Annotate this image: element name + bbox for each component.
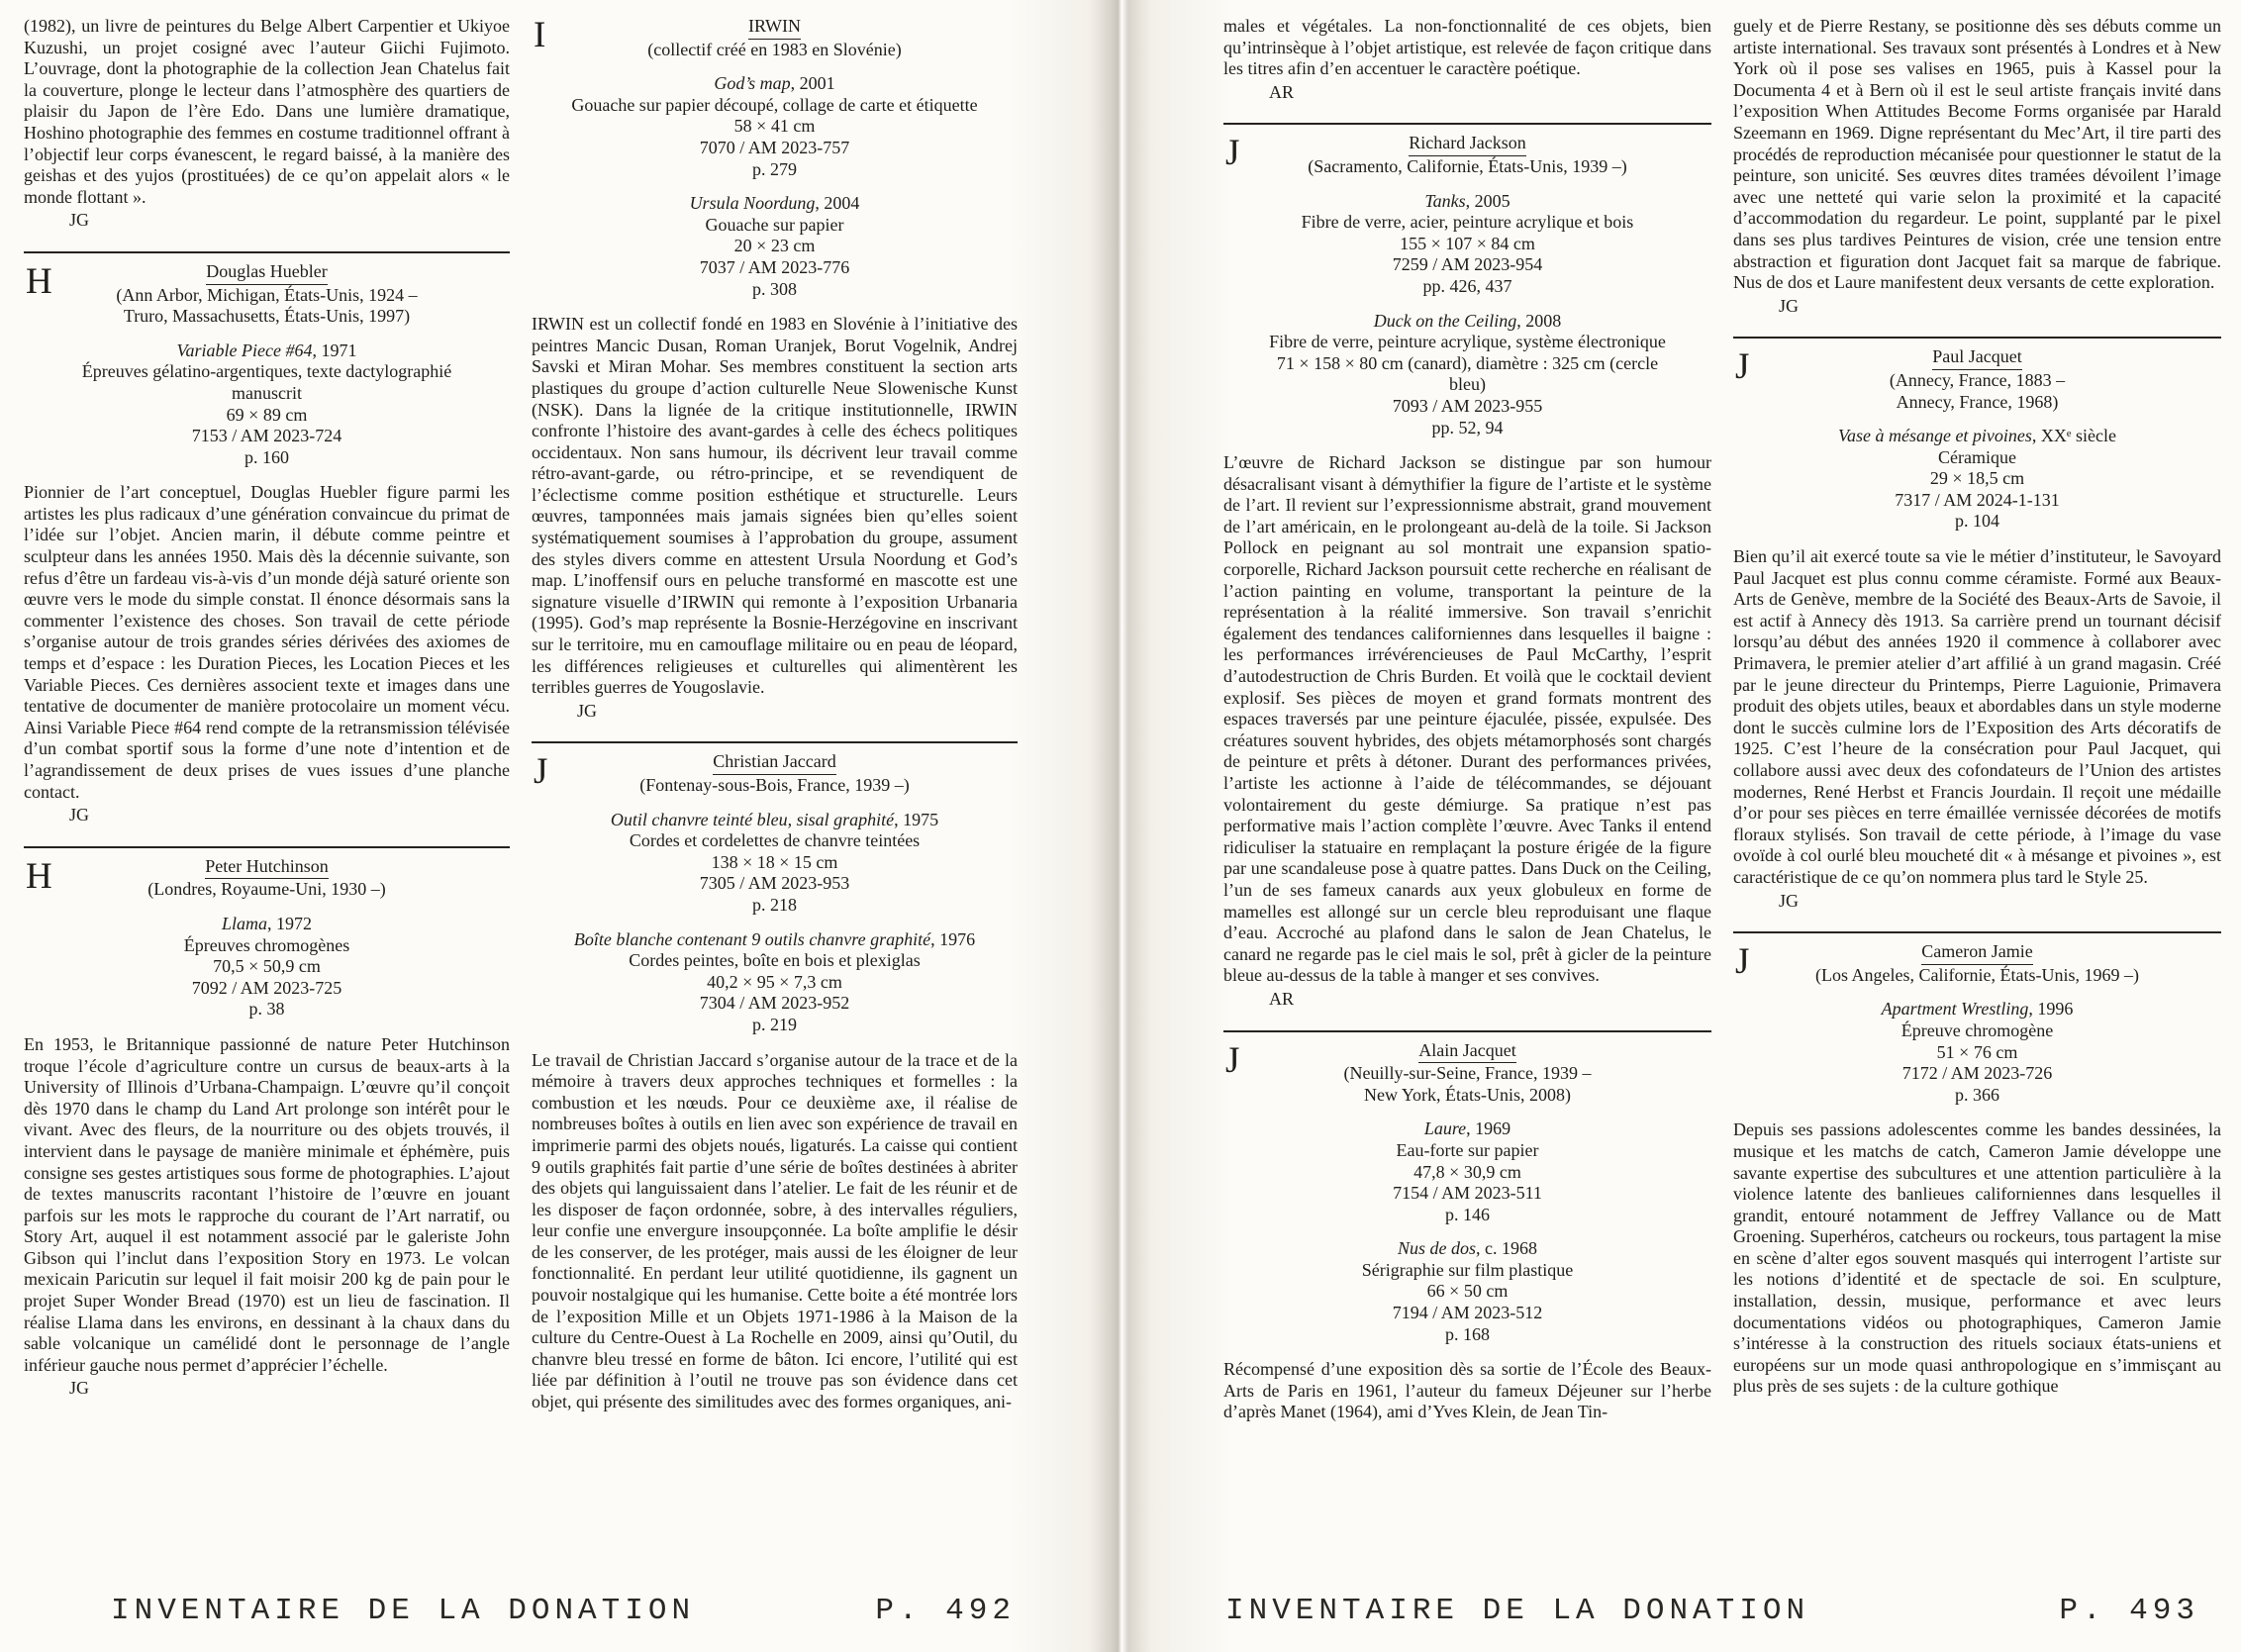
- essay-text: En 1953, le Britannique passionné de nature Peter Hutchinson troque l’école d’agriculture contre un cursus de beaux-arts à la University of Illinois d’Urbana-Champaign. L’œuvre qu’il conçoit dès 1970 dans le champ du Land Art prolonge son intérêt pour le vivant. Avec des fleurs, de la nourriture ou des objets trouvés, il intervient dans le paysage de manière minimale et éphémère, puis consigne ses gestes artistiques sous forme de photographies. L’ajout de textes manuscrits racontant l’histoire de l’œuvre en jouant parfois sur les mots le rapproche du courant de l’Art narratif, ou Story Art, auquel il est notamment associé par le galeriste John Gibson qui l’inclut dans l’exposition Story en 1973. Le volcan mexicain Paricutin sur lequel il fait moisir 200 kg de pain pour le projet Super Wonder Bread (1970) est un lieu de fascination. Il réalise Llama dans les environs, en dessinant à la chaux dans du sable volcanique un camélidé dont le personnage de l’angle inférieur gauche nous permet d’apprécier l’échelle.: [24, 1033, 510, 1375]
- artwork-listing: [532, 810, 1018, 917]
- artwork-listing: [532, 73, 1018, 180]
- entry-header: [532, 16, 1018, 60]
- artist-dates: (Fontenay-sous-Bois, France, 1939 –): [639, 775, 910, 795]
- artwork-page-ref: p. 38: [248, 999, 285, 1020]
- artwork-page-ref: p. 104: [1955, 511, 1999, 532]
- artist-dates: (Neuilly-sur-Seine, France, 1939 –: [1343, 1063, 1592, 1084]
- artwork-listing: [1733, 999, 2221, 1106]
- artwork-dimensions: 155 × 107 × 84 cm: [1400, 233, 1535, 253]
- artwork-listing: [24, 914, 510, 1020]
- section-rule: [532, 741, 1018, 743]
- artwork-title: Laure: [1423, 1118, 1467, 1139]
- artist-dates: (Londres, Royaume-Uni, 1930 –): [147, 879, 386, 900]
- section-letter: H: [26, 260, 52, 302]
- artwork-page-ref: pp. 426, 437: [1422, 275, 1512, 296]
- author-initials: AR: [1269, 988, 1295, 1009]
- author-initials: JG: [69, 805, 90, 826]
- artwork-listing: [1733, 426, 2221, 533]
- artwork-year: , 2005: [1465, 190, 1510, 211]
- artwork-year: , 1969: [1466, 1118, 1511, 1139]
- artist-name: Richard Jackson: [1409, 133, 1525, 156]
- artist-name: IRWIN: [748, 16, 801, 40]
- entry-richard-jackson: [1223, 123, 1711, 1010]
- artwork-listing: [24, 340, 510, 469]
- author-initials: JG: [577, 700, 598, 721]
- artwork-inventory-number: 7304 / AM 2023-952: [699, 993, 850, 1014]
- entry-header: [1733, 941, 2221, 986]
- artwork-title-line: [1259, 1238, 1676, 1260]
- artwork-page-ref: p. 308: [752, 278, 797, 299]
- artist-dates: Annecy, France, 1968): [1896, 391, 2059, 412]
- artwork-title: Nus de dos: [1397, 1238, 1476, 1259]
- artist-name: Douglas Huebler: [206, 261, 327, 285]
- author-initials: JG: [1779, 890, 1800, 911]
- artist-name: Peter Hutchinson: [205, 856, 328, 880]
- artwork-medium: Fibre de verre, peinture acrylique, système électronique: [1269, 332, 1666, 352]
- section-rule: [1223, 123, 1711, 125]
- essay-text: L’œuvre de Richard Jackson se distingue par son humour désacralisant visant à démythifier la figure de l’artiste et le système de l’art. Il revient sur l’expressionnisme abstrait, grand mouvement de l’art américain, en le prolongeant au-delà de la toile. Si Jackson Pollock en peignant au sol montrait une expansion spatio-corporelle, Richard Jackson poursuit cette recherche en réalisant de l’action painting en volume, transportant la peinture de la représentation à la réalité immersive. Son travail s’enrichit également des tendances californiennes dans lesquelles il baigne : les performances irrévérencieuses de Paul McCarthy, l’esprit d’autodestruction de Chris Burden. Et voilà que le cocktail devient explosif. Ses pièces de moyen et grand formats montrent des espaces traversés par une peinture éjaculée, pissée, expulsée. Des créatures souvent hybrides, des objets métamorphosés sont chargés de peinture et prêts à détoner. Durant des performances privées, l’artiste les actionne à l’aide de télécommandes, se déjouant volontairement du geste démiurge. Sa pratique n’est pas performative mais l’action complète l’œuvre. Avec Tanks il entend ridiculiser la statuaire en remplaçant la posture érigée de la figure par une scandaleuse pose à quatre pattes. Dans Duck on the Ceiling, l’un de ses fameux canards aux yeux globuleux en forme de mamelles est allongé sur un cercle bleu reproduisant une flaque d’eau. Accroché au plafond dans le salon de Jean Chatelus, le canard ne regarde pas le ciel mais le sol, prêt à gicler de la peinture bleue au-dessus de la table à manger et ses convives.: [1223, 452, 1711, 986]
- artwork-dimensions: 71 × 158 × 80 cm (canard), diamètre : 325 cm (cercle bleu): [1276, 352, 1659, 395]
- artwork-medium: Gouache sur papier: [705, 214, 844, 235]
- artwork-title: Tanks: [1424, 190, 1466, 211]
- artwork-title: Variable Piece #64: [176, 340, 313, 360]
- artwork-year: , XXᵉ siècle: [2031, 426, 2117, 446]
- section-letter: H: [26, 855, 52, 897]
- essay-text: Bien qu’il ait exercé toute sa vie le métier d’instituteur, le Savoyard Paul Jacquet est plus connu comme céramiste. Formé aux Beaux-Arts de Genève, membre de la Société des Beaux-Arts de Savoie, il est actif à Annecy dès 1913. Sa carrière prend un tournant décisif lorsqu’au début des années 1920 il commence à collaborer avec Primavera, le premier atelier d’art affilié à un grand magasin. Créé par le jeune directeur du Printemps, Pierre Laguionie, Primavera produit des objets utiles, beaux et abordables dans un style moderne dont le succès culmine lors de l’Exposition des Arts décoratifs de 1925. C’est l’heure de la consécration pour Paul Jacquet, qui collabore aussi avec deux des cofondateurs de l’Union des artistes modernes, René Herbst et Francis Jourdain. Il reçoit une médaille d’or pour ses pièces en terre émaillée vernissée décorées de motifs floraux stylisés. Son travail de cette période, à l’image du vase ovoïde à col ourlé bleu moucheté dit « à mésange et pivoines », est caractéristique de ce qu’on nommera plus tard le Style 25.: [1733, 546, 2221, 887]
- section-letter: J: [1225, 133, 1240, 174]
- artwork-title: Llama: [221, 913, 267, 933]
- artwork-listing: [1223, 311, 1711, 439]
- artwork-year: , 2004: [815, 193, 860, 214]
- artwork-year: , 1976: [930, 928, 976, 949]
- artist-dates: (Annecy, France, 1883 –: [1889, 369, 2066, 390]
- artwork-title: Boîte blanche contenant 9 outils chanvre graphité: [573, 928, 931, 949]
- artwork-medium: Épreuves gélatino-argentiques, texte dactylographié manuscrit: [81, 361, 452, 403]
- artwork-dimensions: 58 × 41 cm: [733, 116, 816, 137]
- artist-dates: (Ann Arbor, Michigan, États-Unis, 1924 –: [116, 284, 418, 305]
- author-initials: JG: [1779, 295, 1800, 316]
- artwork-medium: Cordes peintes, boîte en bois et plexiglas: [629, 950, 921, 971]
- artwork-inventory-number: 7259 / AM 2023-954: [1392, 254, 1543, 275]
- artwork-dimensions: 66 × 50 cm: [1426, 1281, 1509, 1302]
- entry-douglas-huebler: [24, 251, 510, 826]
- artist-name: Cameron Jamie: [1921, 941, 2032, 965]
- page-left: [0, 0, 1120, 1652]
- artwork-medium: Sérigraphie sur film plastique: [1361, 1259, 1574, 1280]
- artist-name: Christian Jaccard: [713, 751, 835, 775]
- artwork-medium: Fibre de verre, acier, peinture acrylique et bois: [1301, 212, 1634, 233]
- artwork-title-line: [567, 73, 982, 95]
- page-number: P. 492: [875, 1594, 1016, 1628]
- artwork-title-line: [59, 340, 474, 362]
- artist-name: Paul Jacquet: [1932, 346, 2021, 370]
- continuation-paragraph: (1982), un livre de peintures du Belge Albert Carpentier et Ukiyoe Kuzushi, un projet cosigné avec l’auteur Giichi Fujimoto. L’ouvrage, dont la photographie de la collection Jean Chatelus fait la couverture, plonge le lecteur dans l’atmosphère des quartiers de plaisir du Japon de l’ère Edo. Dans une lumière dramatique, Hoshino photographie des femmes en costume traditionnel offrant à l’objectif leur corps évanescent, le regard baissé, à la manière des geishas et des yujos (prostituées) de ce qu’on appelait alors « le monde flottant ».: [24, 16, 510, 207]
- artwork-title-line: [1259, 1118, 1676, 1140]
- footer-title: INVENTAIRE DE LA DONATION: [1225, 1594, 1810, 1628]
- entry-header: [1223, 1040, 1711, 1107]
- artwork-listing: [532, 929, 1018, 1036]
- artwork-medium: Épreuves chromogènes: [183, 934, 350, 955]
- artwork-inventory-number: 7153 / AM 2023-724: [191, 426, 342, 446]
- artwork-year: , 2001: [790, 73, 835, 94]
- artwork-listing: [532, 193, 1018, 300]
- running-footer-right: [1225, 1594, 2199, 1628]
- artwork-page-ref: p. 219: [752, 1014, 797, 1034]
- artwork-inventory-number: 7305 / AM 2023-953: [699, 873, 850, 894]
- column-left-2: [532, 16, 1018, 1566]
- section-rule: [1223, 1030, 1711, 1032]
- author-initials: JG: [69, 1378, 90, 1399]
- entry-irwin: [532, 16, 1018, 722]
- essay-text: IRWIN est un collectif fondé en 1983 en Slovénie à l’initiative des peintres Mancic Dusan, Roman Uranjek, Borut Vogelnik, Andrej Savski et Miran Mohar. Ses membres constituent la section arts plastiques du groupe d’action culturelle Neue Slowenische Kunst (NSK). Dans la lignée de la critique institutionnelle, IRWIN confronte l’histoire des avant-gardes à celle des échecs politiques occidentaux. Non sans humour, ils décrivent leur travail comme rétro-avant-garde, ou rétro-principe, et se revendiquent de l’éclectisme comme position esthétique et structurelle. Leurs œuvres, tamponnées mais jamais signées bien qu’elles soient systématiquement soumises à l’approbation du groupe, assument des styles divers comme en attestent Ursula Noordung et God’s map. L’inoffensif ours en peluche transformé en mascotte est une signature visuelle d’IRWIN qui remonte à l’exposition Urbanaria (1995). God’s map représente la Bosnie-Herzégovine en inscrivant sur le territoire, mu en camouflage militaire ou en peau de léopard, les différences religieuses et culturelles qui alimentèrent les terribles guerres de Yougoslavie.: [532, 314, 1018, 698]
- artwork-year: , 2008: [1516, 310, 1562, 331]
- artwork-dimensions: 40,2 × 95 × 7,3 cm: [707, 971, 842, 992]
- section-rule: [24, 251, 510, 253]
- artwork-dimensions: 70,5 × 50,9 cm: [213, 956, 321, 977]
- artist-dates: Truro, Massachusetts, États-Unis, 1997): [123, 306, 411, 327]
- artwork-dimensions: 20 × 23 cm: [733, 236, 816, 256]
- artwork-title-line: [567, 929, 982, 951]
- essay-text: Le travail de Christian Jaccard s’organise autour de la trace et de la mémoire à travers deux approches techniques et formelles : la combustion et les nœuds. Pour ce deuxième axe, il réalise de nombreuses boîtes à outils en lien avec son expérience de travail en imprimerie parmi des objets noués, ligaturés. La caisse qui contient 9 outils graphités fait partie d’une série de boîtes destinées à abriter des objets qui languissaient dans l’atelier. Le fait de les réunir et de les disposer de façon ordonnée, sobre, à des intervalles réguliers, leur confie une envergure insoupçonnée. La boîte amplifie le désir de les conserver, de les protéger, mais aussi de les éloigner de leur fonctionnalité. En perdant leur utilité quotidienne, ils gagnent un pouvoir nostalgique qui les humanise. Cette boite a été montrée lors de l’exposition Mille et un Objets 1971-1986 à la Maison de la culture du Centre-Ouest à La Rochelle en 2009, ainsi qu’Outil, du chanvre bleu tressé en forme de bâton. Ici encore, l’utilité qui est liée par définition à l’outil ne trouve pas son évidence dans cet objet, qui présente des similitudes avec des formes organiques, ani-: [532, 1049, 1018, 1412]
- section-rule: [1733, 931, 2221, 933]
- artwork-title-line: [567, 193, 982, 215]
- entry-peter-hutchinson: [24, 846, 510, 1400]
- artwork-page-ref: pp. 52, 94: [1431, 417, 1504, 437]
- section-letter: J: [1735, 941, 1750, 983]
- entry-header: [1733, 346, 2221, 413]
- artwork-page-ref: p. 160: [244, 446, 289, 467]
- entry-header: [532, 751, 1018, 796]
- artwork-title-line: [1259, 191, 1676, 213]
- footer-title: INVENTAIRE DE LA DONATION: [111, 1594, 696, 1628]
- artwork-inventory-number: 7070 / AM 2023-757: [699, 137, 850, 157]
- essay-text: Récompensé d’une exposition dès sa sortie de l’École des Beaux-Arts de Paris en 1961, l’auteur du fameux Déjeuner sur l’herbe d’après Manet (1964), ami d’Yves Klein, de Jean Tin-: [1223, 1359, 1711, 1422]
- continuation-paragraph: males et végétales. La non-fonctionnalité de ces objets, bien qu’intrinsèque à l’objet artistique, est relevée de façon critique dans les titres afin d’en accentuer le caractère poétique.: [1223, 16, 1711, 79]
- essay-text: Pionnier de l’art conceptuel, Douglas Huebler figure parmi les artistes les plus radicaux d’une génération convaincue du primat de l’idée sur l’objet. Ancien marin, il débute comme peintre et sculpteur dans les années 1950. Mais dès la décennie suivante, son refus d’être un fardeau vis-à-vis d’un monde déjà saturé oriente son œuvre vers le mode du simple constat. Il énonce désormais sans la commenter l’existence des choses. Son travail de cette période s’organise autour de trois grandes séries dérivées des axiomes de temps et d’espace : les Duration Pieces, les Location Pieces et les Variable Pieces. Ces dernières associent texte et images dans une tentative de documenter de manière protocolaire un moment vécu. Ainsi Variable Piece #64 rend compte de la retransmission télévisée d’un combat sportif sous la forme d’une note d’intention et de l’agrandissement de deux prises de vues issues d’une planche contact.: [24, 482, 510, 802]
- essay-text: Depuis ses passions adolescentes comme les bandes dessinées, la musique et les matchs de catch, Cameron Jamie développe une savante expertise des subcultures et une attention particulière à la violence latente des banlieues californiennes dans lesquelles il grandit, entouré notamment de Jeffrey Vallance ou de Matt Groening. Superhéros, catcheurs ou rockeurs, tous partagent la mise en scène d’alter egos souvent masqués qui interrogent l’artiste sur les notions d’identité et de spectacle de soi. En sculpture, installation, dessin, musique, performance et avec leurs documentations vidéos ou photographiques, Cameron Jamie s’intéresse à la construction des rituels sociaux états-uniens et européens sur un mode quasi anthropologique en s’immisçant au plus près de ses sujets : de la culture gothique: [1733, 1119, 2221, 1397]
- artist-dates: (collectif créé en 1983 en Slovénie): [647, 39, 902, 59]
- artwork-inventory-number: 7092 / AM 2023-725: [191, 977, 342, 998]
- running-footer-left: [111, 1594, 1016, 1628]
- artwork-year: , c. 1968: [1476, 1238, 1537, 1259]
- artwork-page-ref: p. 279: [752, 158, 797, 179]
- artwork-medium: Céramique: [1938, 446, 2016, 467]
- artwork-listing: [1223, 191, 1711, 298]
- artwork-inventory-number: 7317 / AM 2024-1-131: [1895, 489, 2060, 510]
- section-letter: J: [1735, 346, 1750, 388]
- artwork-dimensions: 51 × 76 cm: [1936, 1041, 2018, 1062]
- artwork-dimensions: 47,8 × 30,9 cm: [1413, 1161, 1521, 1182]
- section-rule: [24, 846, 510, 848]
- artwork-title-line: [59, 914, 474, 935]
- artwork-page-ref: p. 168: [1445, 1323, 1490, 1344]
- artwork-title: Ursula Noordung: [689, 193, 816, 214]
- page-left-columns: [24, 16, 1018, 1566]
- entry-alain-jacquet: [1223, 1030, 1711, 1424]
- entry-cameron-jamie: [1733, 931, 2221, 1398]
- section-letter: J: [534, 751, 548, 793]
- artist-name: Alain Jacquet: [1418, 1040, 1515, 1064]
- artwork-year: , 1971: [312, 340, 357, 360]
- artwork-title-line: [1259, 311, 1676, 333]
- artwork-title-line: [567, 810, 982, 831]
- entry-header: [1223, 133, 1711, 177]
- artwork-inventory-number: 7154 / AM 2023-511: [1393, 1183, 1542, 1204]
- author-initials: AR: [1269, 81, 1295, 102]
- section-rule: [1733, 337, 2221, 339]
- artwork-title: Duck on the Ceiling: [1373, 310, 1517, 331]
- artwork-medium: Gouache sur papier découpé, collage de carte et étiquette: [571, 94, 978, 115]
- artwork-inventory-number: 7037 / AM 2023-776: [699, 256, 850, 277]
- artwork-medium: Cordes et cordelettes de chanvre teintées: [629, 830, 921, 851]
- artwork-dimensions: 138 × 18 × 15 cm: [711, 851, 838, 872]
- page-right: [1120, 0, 2241, 1652]
- author-initials: JG: [69, 210, 90, 231]
- artwork-listing: [1223, 1118, 1711, 1225]
- section-letter: I: [534, 16, 546, 55]
- artwork-dimensions: 29 × 18,5 cm: [1929, 468, 2025, 489]
- column-left-1: [24, 16, 510, 1566]
- artwork-title-line: [1769, 999, 2186, 1020]
- entry-christian-jaccard: [532, 741, 1018, 1412]
- artist-dates: (Sacramento, Californie, États-Unis, 1939 –): [1308, 155, 1627, 176]
- continuation-paragraph: guely et de Pierre Restany, se positionne dès ses débuts comme un artiste international. Ses travaux sont présentés à Londres et à New York où il pose ses valises en 1965, puis à Kassel pour la Documenta 4 et à Bern où il est le seul artiste français invité dans l’exposition When Attitudes Become Forms organisée par Harald Szeemann en 1969. Digne représentant du Mec’Art, il tire parti des procédés de reproduction mécanisée pour questionner le statut de la peinture, son unicité. Ses œuvres dites tramées dévoilent l’image avec une netteté qui varie selon la proximité et la capacité d’accommodation du regardeur. Le point, supplanté par le pixel dans ses plus tardives Peintures de vision, crée une tension entre abstraction et figuration dont Jacquet fait sa marque de fabrique. Nus de dos et Laure manifestent deux versants de cette exploration.: [1733, 16, 2221, 293]
- artwork-title: Outil chanvre teinté bleu, sisal graphité: [610, 809, 895, 829]
- artwork-year: , 1975: [894, 809, 939, 829]
- entry-header: [24, 261, 510, 328]
- artwork-medium: Eau-forte sur papier: [1396, 1139, 1539, 1160]
- section-letter: J: [1225, 1039, 1240, 1081]
- artist-dates: New York, États-Unis, 2008): [1364, 1084, 1571, 1105]
- artwork-title-line: [1769, 426, 2186, 447]
- artwork-dimensions: 69 × 89 cm: [226, 404, 308, 425]
- artwork-year: , 1972: [267, 913, 312, 933]
- artwork-title: God’s map: [714, 73, 791, 94]
- artwork-inventory-number: 7194 / AM 2023-512: [1392, 1303, 1543, 1323]
- artwork-listing: [1223, 1238, 1711, 1345]
- artwork-medium: Épreuve chromogène: [1900, 1020, 2054, 1040]
- artwork-inventory-number: 7172 / AM 2023-726: [1901, 1063, 2053, 1084]
- artwork-page-ref: p. 218: [752, 894, 797, 915]
- page-number: P. 493: [2059, 1594, 2199, 1628]
- artwork-inventory-number: 7093 / AM 2023-955: [1392, 395, 1543, 416]
- column-right-2: [1733, 16, 2221, 1566]
- artwork-year: , 1996: [2028, 999, 2074, 1020]
- column-right-1: [1223, 16, 1711, 1566]
- artwork-title: Vase à mésange et pivoines: [1837, 426, 2032, 446]
- page-right-columns: [1223, 16, 2221, 1566]
- artwork-page-ref: p. 366: [1955, 1084, 1999, 1105]
- artwork-title: Apartment Wrestling: [1881, 999, 2029, 1020]
- entry-header: [24, 856, 510, 901]
- artwork-page-ref: p. 146: [1445, 1204, 1490, 1224]
- entry-paul-jacquet: [1733, 337, 2221, 912]
- artist-dates: (Los Angeles, Californie, États-Unis, 1969 –): [1815, 964, 2139, 985]
